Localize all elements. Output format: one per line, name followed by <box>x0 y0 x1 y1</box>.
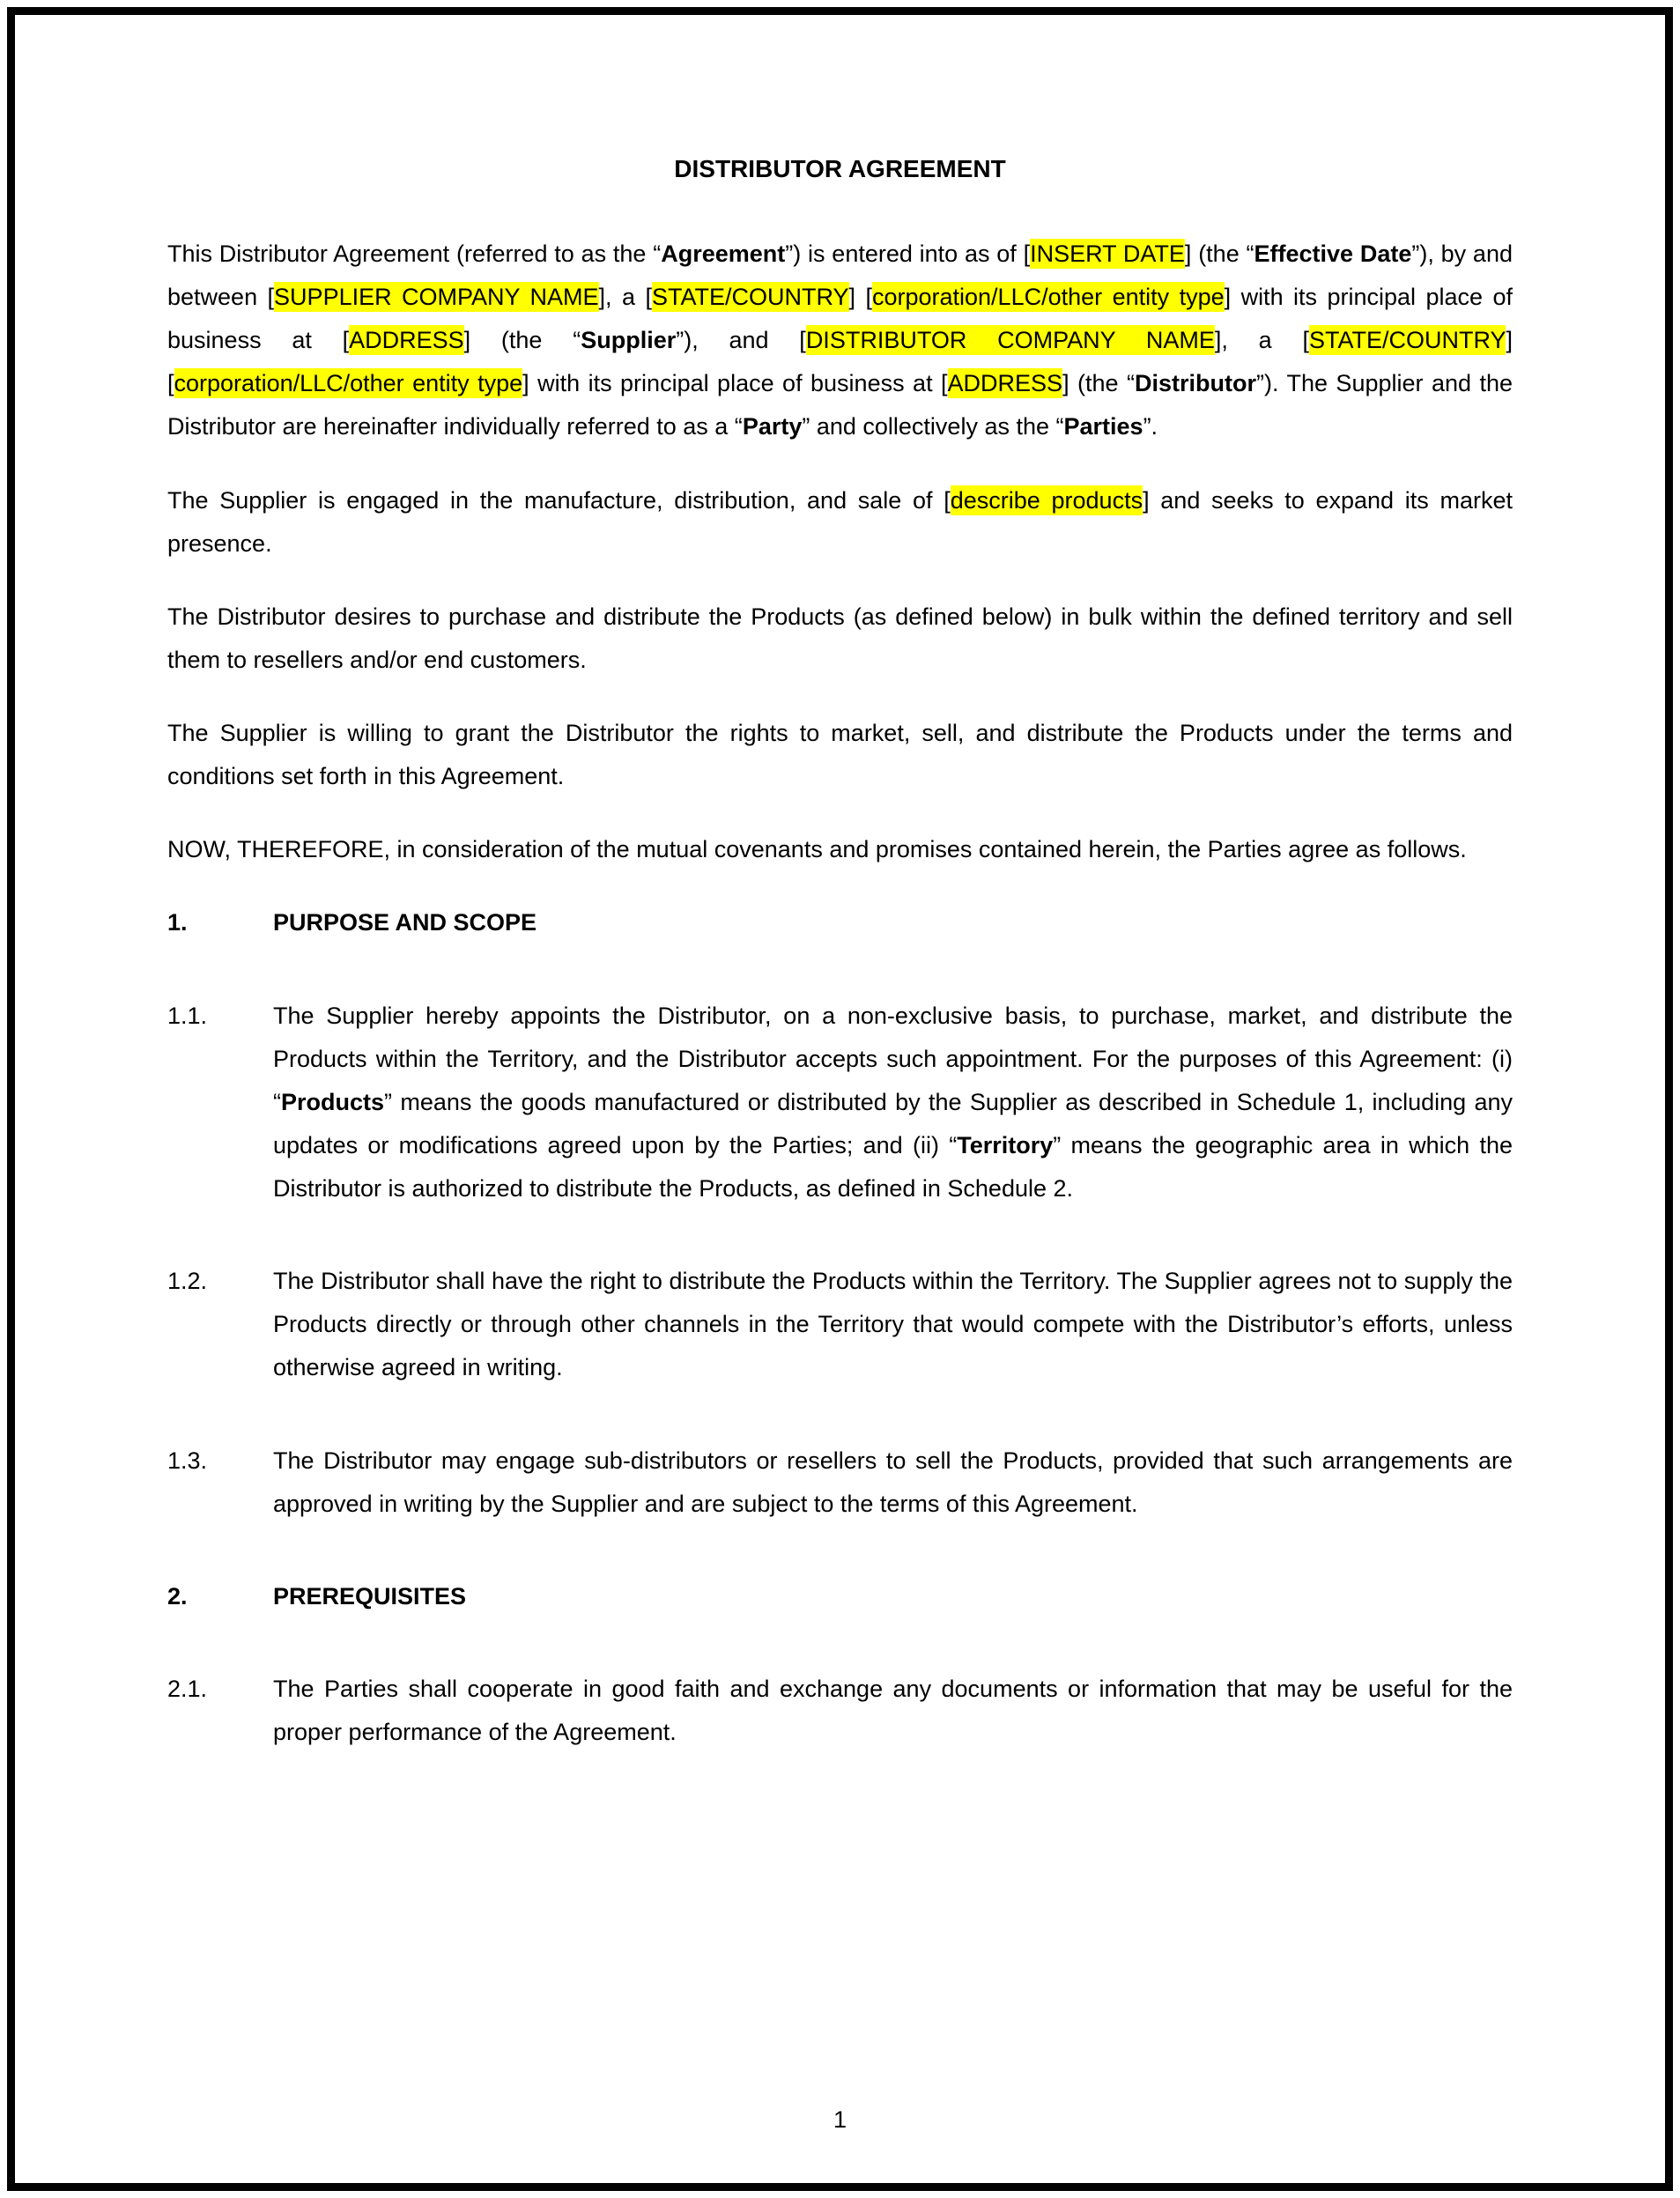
clause-number: 1.3. <box>167 1447 208 1474</box>
document-title: DISTRIBUTOR AGREEMENT <box>674 155 1006 182</box>
text-run: ], a [ <box>598 284 652 311</box>
clause-number: 1.2. <box>167 1268 208 1295</box>
section-title: PURPOSE AND SCOPE <box>273 909 537 936</box>
section-number: 2. <box>167 1582 188 1610</box>
highlighted-placeholder: SUPPLIER COMPANY NAME <box>274 284 599 311</box>
clause <box>167 1668 1513 1754</box>
text-run: ] (the “ <box>1062 370 1135 397</box>
clause <box>167 1439 1513 1526</box>
clause-body <box>273 1260 1513 1389</box>
section-title: PREREQUISITES <box>273 1582 467 1610</box>
clause <box>167 1260 1513 1389</box>
text-run: The Parties shall cooperate in good faith and exchange any documents or information that may be useful for the proper performance of the Agreement. <box>273 1675 1513 1746</box>
bold-text: Territory <box>957 1131 1054 1158</box>
highlighted-placeholder: STATE/COUNTRY <box>1308 327 1506 354</box>
bold-text: Supplier <box>581 327 677 354</box>
bold-text: Agreement <box>661 240 786 267</box>
document-content <box>15 15 1665 1754</box>
text-run: ] (the “ <box>1184 240 1254 267</box>
text-run: The Distributor desires to purchase and distribute the Products (as defined below) in bulk within the defined territory and sell them to resellers and/or end customers. <box>167 603 1513 673</box>
section-number: 1. <box>167 909 188 936</box>
clause-number: 2.1. <box>167 1675 208 1702</box>
highlighted-placeholder: STATE/COUNTRY <box>651 284 849 311</box>
text-run: ”), by and between [ <box>167 240 1513 311</box>
section-heading <box>167 901 1513 944</box>
highlighted-placeholder: corporation/LLC/other entity type <box>871 284 1225 311</box>
document-page <box>7 7 1673 2191</box>
highlighted-placeholder: corporation/LLC/other entity type <box>174 370 523 397</box>
bold-text: Effective Date <box>1254 240 1412 267</box>
text-run: The Supplier is engaged in the manufacture, distribution, and sale of [ <box>167 486 951 514</box>
text-run: ” and collectively as the “ <box>802 413 1064 440</box>
text-run: The Distributor may engage sub-distributors or resellers to sell the Products, provided that such arrangements are approved in writing by the Supplier and are subject to the terms of this Agreement. <box>273 1447 1513 1517</box>
text-run: ”) is entered into as of [ <box>785 240 1031 267</box>
highlighted-placeholder: ADDRESS <box>349 327 464 354</box>
bold-text: Party <box>742 413 803 440</box>
text-run: The Supplier hereby appoints the Distributor, on a non-exclusive basis, to purchase, market, and distribute the Products within the Territory, and the Distributor accepts such appointment. For the purposes of this Agreement: (i) “ <box>273 1002 1513 1115</box>
text-run: NOW, THEREFORE, in consideration of the mutual covenants and promises contained herein, the Parties agree as follows. <box>167 836 1467 863</box>
paragraph <box>167 828 1513 871</box>
text-run: ] (the “ <box>463 327 581 354</box>
text-run: ] with its principal place of business at [ <box>522 370 948 397</box>
highlighted-placeholder: DISTRIBUTOR COMPANY NAME <box>805 327 1215 354</box>
paragraph <box>167 233 1513 449</box>
text-run: ”), and [ <box>676 327 806 354</box>
text-run: The Distributor shall have the right to distribute the Products within the Territory. The Supplier agrees not to supply the Products directly or through other channels in the Territory that would compete with the Distributor’s efforts, unless otherwise agreed in writing. <box>273 1268 1513 1381</box>
paragraph <box>167 712 1513 798</box>
text-run: ” means the geographic area in which the Distributor is authorized to distribute the Products, as defined in Schedule 2. <box>273 1131 1513 1203</box>
bold-text: Products <box>281 1088 385 1115</box>
paragraph <box>167 479 1513 566</box>
text-run: ] with its principal place of business at [ <box>167 284 1513 354</box>
highlighted-placeholder: INSERT DATE <box>1030 240 1185 267</box>
text-run: The Supplier is willing to grant the Distributor the rights to market, sell, and distribute the Products under the terms and conditions set forth in this Agreement. <box>167 720 1513 790</box>
bold-text: Distributor <box>1135 370 1256 397</box>
clause-body <box>273 1668 1513 1754</box>
page-number: 1 <box>833 2106 847 2133</box>
text-run: ” means the goods manufactured or distributed by the Supplier as described in Schedule 1, including any updates or modifications agreed upon by the Parties; and (ii) “ <box>273 1088 1513 1158</box>
text-run: This Distributor Agreement (referred to as the “ <box>167 240 662 267</box>
clause <box>167 995 1513 1211</box>
text-run: ”). The Supplier and the Distributor are hereinafter individually referred to as a “ <box>167 370 1513 440</box>
clause-body <box>273 995 1513 1211</box>
clause-body <box>273 1439 1513 1526</box>
section-heading <box>167 1575 1513 1618</box>
text-run: ] and seeks to expand its market presence. <box>167 486 1513 557</box>
clause-number: 1.1. <box>167 1002 208 1029</box>
paragraph <box>167 596 1513 682</box>
text-run: ”. <box>1143 413 1158 440</box>
highlighted-placeholder: ADDRESS <box>947 370 1063 397</box>
highlighted-placeholder: describe products <box>950 486 1143 514</box>
document-blocks <box>167 233 1513 1754</box>
text-run: ] [ <box>167 327 1513 397</box>
bold-text: Parties <box>1063 413 1143 440</box>
text-run: ] [ <box>848 284 872 311</box>
text-run: ], a [ <box>1214 327 1309 354</box>
